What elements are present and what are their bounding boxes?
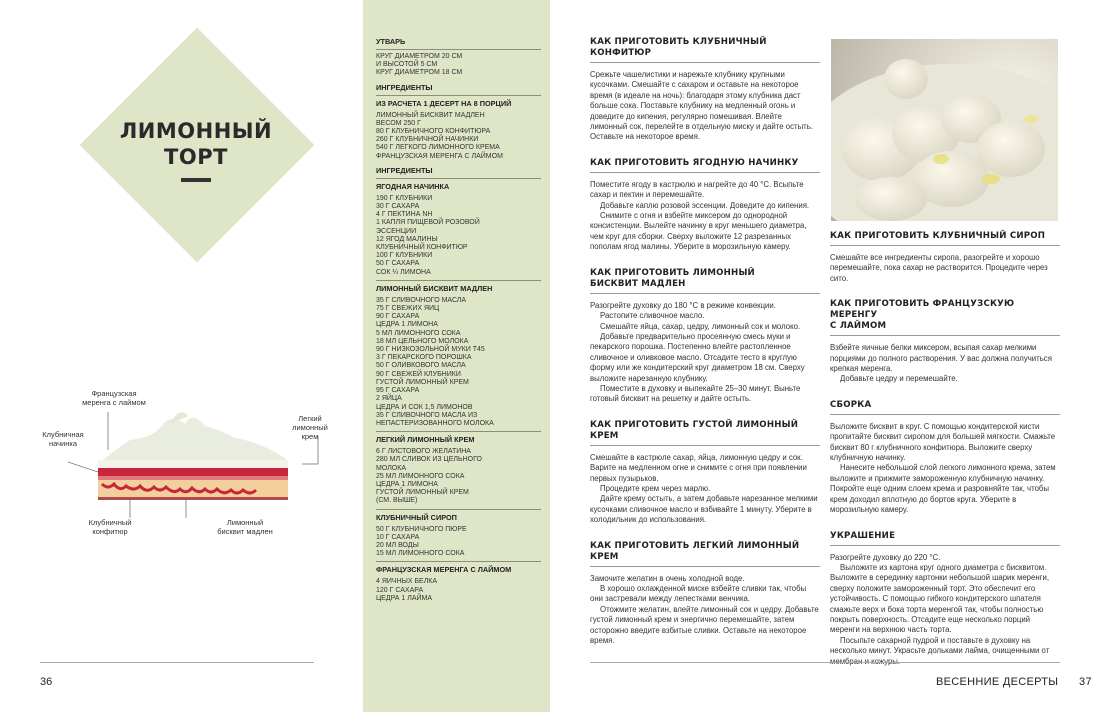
ingredient-line: КРУГ ДИАМЕТРОМ 18 СМ xyxy=(376,69,463,77)
portion-list xyxy=(376,112,541,161)
ingredient-line: 35 Г СЛИВОЧНОГО МАСЛА xyxy=(376,296,467,304)
ingredient-line: 95 Г САХАРА xyxy=(376,387,420,395)
ingredient-line: ВЕСОМ 250 Г xyxy=(376,119,421,127)
filling-layer xyxy=(98,468,288,476)
section-paragraph: Разогрейте духовку до 180 °С в режиме конвекции. xyxy=(590,300,776,310)
instruction-section xyxy=(830,531,1060,667)
berry-heading: ЯГОДНАЯ НАЧИНКА xyxy=(376,181,450,191)
ingredient-line: ЦЕДРА И СОК 1,5 ЛИМОНОВ xyxy=(376,403,473,411)
instruction-section xyxy=(830,400,1060,516)
ingredient-line: КЛУБНИЧНЫЙ КОНФИТЮР xyxy=(376,244,468,252)
section-heading: КАК ПРИГОТОВИТЬ ЯГОДНУЮ НАЧИНКУ xyxy=(590,157,799,168)
rule xyxy=(376,561,541,562)
cake-photo xyxy=(831,39,1058,221)
ingredient-line: 120 Г САХАРА xyxy=(376,586,424,594)
section-heading: КАК ПРИГОТОВИТЬ ЛЕГКИЙ ЛИМОННЫЙ КРЕМ xyxy=(590,540,800,562)
label-confiture: Клубничный конфитюр xyxy=(88,518,132,536)
ingredient-line: 75 Г СВЕЖИХ ЯИЦ xyxy=(376,305,440,313)
ingredient-line: 2 ЯЙЦА xyxy=(376,395,402,403)
ingredient-line: 30 Г САХАРА xyxy=(376,203,420,211)
ingredient-line: КРУГ ДИАМЕТРОМ 20 СМ xyxy=(376,53,463,60)
section-paragraph: Добавьте цедру и перемешайте. xyxy=(840,374,958,384)
instruction-section xyxy=(590,37,820,143)
ingredient-line: ЭССЕНЦИИ xyxy=(376,227,417,235)
ingredient-line: 90 Г СВЕЖЕЙ КЛУБНИКИ xyxy=(376,370,461,378)
berry-list xyxy=(376,195,541,277)
section-paragraph: Поместите в духовку и выпекайте 25–30 минут. Выньте готовый бисквит на решетку и дайте остыть. xyxy=(590,383,801,404)
ingredient-line: 540 Г ЛЕГКОГО ЛИМОННОГО КРЕМА xyxy=(376,144,500,152)
section-heading: КАК ПРИГОТОВИТЬ КЛУБНИЧНЫЙ КОНФИТЮР xyxy=(590,37,767,58)
confiture-layer xyxy=(98,476,288,480)
utensils-list xyxy=(376,53,541,78)
madeleine-list xyxy=(376,297,541,428)
section-rule xyxy=(590,172,820,173)
ingredients-heading-2: ИНГРЕДИЕНТЫ xyxy=(376,165,433,175)
section-heading: УКРАШЕНИЕ xyxy=(830,530,896,541)
meringue-list xyxy=(376,578,541,603)
section-paragraph: Нанесите небольшой слой легкого лимонного крема, затем выложите и прижмите замороженную клубничную начинку. Покройте еще одним слоем крема и разровняйте так, чтобы крем доходил вплотную до бортов круга. Уберите в морозильную камеру. xyxy=(830,463,1056,515)
section-heading: КАК ПРИГОТОВИТЬ ГУСТОЙ ЛИМОННЫЙ КРЕМ xyxy=(590,419,799,441)
section-rule xyxy=(590,445,820,446)
section-paragraph: Смешайте в кастрюле сахар, яйца, лимонную цедру и сок. Варите на медленном огне и снимите с огня при появлении первых пузырьков. xyxy=(590,452,807,483)
section-paragraph: Поместите ягоду в кастрюлю и нагрейте до 40 °С. Всыпьте сахар и пектин и перемешайте. xyxy=(590,179,804,200)
section-paragraph: Выложите из картона круг одного диаметра с бисквитом. Выложите в серединку картонки небольшой шарик меренги, сверху положите замороженный торт. Это обеспечит его устойчивость. С помощью гибкого кондитерского шпателя смажьте верх и бока торта меренгой так, чтобы полностью покрыть поверхность. Отсадите еще несколько порций меренги на верхнюю часть торта. xyxy=(830,562,1050,635)
section-paragraph: Процедите крем через марлю. xyxy=(600,483,711,493)
instruction-section xyxy=(590,158,820,253)
rule xyxy=(376,178,541,179)
ingredient-line: ФРАНЦУЗСКАЯ МЕРЕНГА С ЛАЙМОМ xyxy=(376,152,503,160)
ingredient-line: 50 Г САХАРА xyxy=(376,260,420,268)
meringue-layer xyxy=(98,417,288,466)
instructions-column-1 xyxy=(590,37,820,661)
ingredient-line: 50 Г ОЛИВКОВОГО МАСЛА xyxy=(376,362,466,370)
ingredient-line: 20 МЛ ВОДЫ xyxy=(376,541,419,549)
ingredient-line: ЦЕДРА 1 ЛИМОНА xyxy=(376,480,438,488)
right-footer-rule xyxy=(590,662,1060,663)
syrup-heading: КЛУБНИЧНЫЙ СИРОП xyxy=(376,512,457,522)
ingredient-line: И ВЫСОТОЙ 5 СМ xyxy=(376,61,438,69)
section-paragraph: Смешайте все ингредиенты сиропа, разогрейте и хорошо перемешайте, пока сахар не растворится. Процедите через сито. xyxy=(830,253,1048,283)
rule xyxy=(376,280,541,281)
utensils-heading: УТВАРЬ xyxy=(376,37,406,46)
label-filling: Клубничная начинка xyxy=(42,430,84,448)
section-rule xyxy=(590,62,820,63)
section-paragraph: Снимите с огня и взбейте миксером до однородной консистенции. Вылейте начинку в круг меньшего диаметра, чем круг для сборки. Сверху выложите 12 разрезанных пополам ягод малины. Уберите в морозильную камеру. xyxy=(590,211,807,252)
title-line-2: ТОРТ xyxy=(164,145,228,169)
label-meringue: Французская меренга с лаймом xyxy=(82,389,146,407)
instruction-section xyxy=(590,420,820,526)
recipe-title xyxy=(96,118,296,182)
instruction-section xyxy=(590,541,820,647)
ingredient-line: МОЛОКА xyxy=(376,464,406,472)
section-paragraph: Взбейте яичные белки миксером, всыпая сахар мелкими порциями до полного растворения. У вас должна получиться крепкая меренга. xyxy=(830,343,1052,374)
section-paragraph: Разогрейте духовку до 220 °С. xyxy=(830,552,941,562)
instruction-section xyxy=(830,231,1060,284)
ingredient-line: 10 Г САХАРА xyxy=(376,533,420,541)
portion-heading: ИЗ РАСЧЕТА 1 ДЕСЕРТ НА 8 ПОРЦИЙ xyxy=(376,98,512,108)
label-biscuit: Лимонный бисквит мадлен xyxy=(217,518,273,536)
label-cream: Легкий лимонный крем xyxy=(292,414,328,441)
rule xyxy=(376,49,541,50)
ingredient-line: 90 Г САХАРА xyxy=(376,313,420,321)
ingredients-heading: ИНГРЕДИЕНТЫ xyxy=(376,82,433,92)
ingredient-line: 6 Г ЛИСТОВОГО ЖЕЛАТИНА xyxy=(376,448,471,456)
section-paragraph: Смешайте яйца, сахар, цедру, лимонный сок и молоко. xyxy=(600,321,801,331)
ingredient-line: 50 Г КЛУБНИЧНОГО ПЮРЕ xyxy=(376,525,467,533)
ingredient-line: 280 МЛ СЛИВОК ИЗ ЦЕЛЬНОГО xyxy=(376,456,482,464)
running-footer xyxy=(936,676,1092,688)
ingredient-line: 25 МЛ ЛИМОННОГО СОКА xyxy=(376,472,465,480)
cream-list xyxy=(376,448,541,505)
madeleine-heading: ЛИМОННЫЙ БИСКВИТ МАДЛЕН xyxy=(376,283,493,293)
section-rule xyxy=(830,245,1060,246)
title-line-1: ЛИМОННЫЙ xyxy=(119,119,273,143)
section-rule xyxy=(590,566,820,567)
section-paragraph: Замочите желатин в очень холодной воде. xyxy=(590,573,745,583)
ingredient-line: 4 Г ПЕКТИНА NH xyxy=(376,211,433,219)
section-rule xyxy=(590,293,820,294)
ingredient-line: 100 Г КЛУБНИКИ xyxy=(376,252,433,260)
ingredient-line: 15 МЛ ЛИМОННОГО СОКА xyxy=(376,550,465,558)
ingredient-line: 12 ЯГОД МАЛИНЫ xyxy=(376,235,438,243)
ingredient-line: 5 МЛ ЛИМОННОГО СОКА xyxy=(376,329,461,337)
instruction-section xyxy=(830,299,1060,385)
section-heading: КАК ПРИГОТОВИТЬ ЛИМОННЫЙ БИСКВИТ МАДЛЕН xyxy=(590,267,755,289)
section-paragraph: Растопите сливочное масло. xyxy=(600,311,705,321)
section-heading: КАК ПРИГОТОВИТЬ ФРАНЦУЗСКУЮ МЕРЕНГУ С ЛАЙМОМ xyxy=(830,299,1015,332)
section-paragraph: Посыпьте сахарной пудрой и поставьте в духовку на несколько минут. Украсьте дольками лайма, очищенными от xyxy=(830,635,1050,656)
ingredient-line: 18 МЛ ЦЕЛЬНОГО МОЛОКА xyxy=(376,337,469,345)
left-footer-rule xyxy=(40,662,314,663)
ingredient-line: 4 ЯИЧНЫХ БЕЛКА xyxy=(376,578,438,586)
section-rule xyxy=(830,545,1060,546)
right-page xyxy=(550,0,1100,712)
instructions-column-2 xyxy=(830,231,1060,682)
ingredient-line: 190 Г КЛУБНИКИ xyxy=(376,194,433,202)
ingredient-line: (СМ. ВЫШЕ) xyxy=(376,497,418,505)
section-paragraph: Отожмите желатин, влейте лимонный сок и цедру. Добавьте густой лимонный крем и энергично перемешайте, затем осторожно введите взбитые сливки. Оставьте на некоторое время. xyxy=(590,604,819,646)
section-heading: СБОРКА xyxy=(830,399,872,410)
cream-heading: ЛЕГКИЙ ЛИМОННЫЙ КРЕМ xyxy=(376,435,475,445)
section-rule xyxy=(830,414,1060,415)
page-number-right: 37 xyxy=(1079,676,1092,688)
ingredient-line: ЛИМОННЫЙ БИСКВИТ МАДЛЕН xyxy=(376,111,485,119)
syrup-list xyxy=(376,526,541,559)
section-paragraph: Выложите бисквит в круг. С помощью кондитерской кисти пропитайте бисквит сиропом для большей мягкости. Смажьте бисквит 80 г клубничного конфитюра. Выложите сверху клубничную начинку. xyxy=(830,421,1056,463)
ingredient-line: 1 КАПЛЯ ПИЩЕВОЙ РОЗОВОЙ xyxy=(376,219,480,227)
ingredient-line: ЦЕДРА 1 ЛИМОНА xyxy=(376,321,438,329)
ingredient-line: 3 Г ПЕКАРСКОГО ПОРОШКА xyxy=(376,354,472,362)
rule xyxy=(376,95,541,96)
section-paragraph: В хорошо охлажденной миске взбейте сливки так, чтобы они застревали между лепестками венчика. xyxy=(590,584,807,604)
ingredient-line: ЦЕДРА 1 ЛАЙМА xyxy=(376,594,433,602)
ingredient-line: ГУСТОЙ ЛИМОННЫЙ КРЕМ xyxy=(376,489,469,497)
instruction-section xyxy=(590,268,820,405)
title-underline xyxy=(181,178,211,182)
ingredients-list xyxy=(376,37,541,603)
section-paragraph: Дайте крему остыть, а затем добавьте нарезанное мелкими кусочками сливочное масло и взбивайте 1 минуту. Уберите в холодильник до использования. xyxy=(590,494,818,525)
ingredient-line: 80 Г КЛУБНИЧНОГО КОНФИТЮРА xyxy=(376,128,491,136)
page-number-left: 36 xyxy=(40,676,53,688)
ingredients-column xyxy=(363,0,550,712)
meringue-heading: ФРАНЦУЗСКАЯ МЕРЕНГА С ЛАЙМОМ xyxy=(376,565,512,575)
section-heading: КАК ПРИГОТОВИТЬ КЛУБНИЧНЫЙ СИРОП xyxy=(830,231,1046,241)
rule xyxy=(376,509,541,510)
section-paragraph: Добавьте предварительно просеянную смесь муки и пекарского порошка. Постепенно влейте растопленное сливочное и оливковое масло. Отсадите тесто в круглую форму или же кондитерский круг диаметром 18 см. Сверху выложите нарезанную клубнику. xyxy=(590,331,805,383)
ingredient-line: СОК ¼ ЛИМОНА xyxy=(376,268,431,276)
section-rule xyxy=(830,335,1060,336)
ingredient-line: ГУСТОЙ ЛИМОННЫЙ КРЕМ xyxy=(376,378,469,386)
rule xyxy=(376,431,541,432)
ingredient-line: 90 Г НИЗКОЗОЛЬНОЙ МУКИ Т45 xyxy=(376,346,485,354)
section-paragraph: Добавьте каплю розовой эссенции. Доведите до кипения. xyxy=(600,200,810,210)
section-paragraph: Срежьте чашелистики и нарежьте клубнику крупными кусочками. Смешайте с сахаром и оставьте на некоторое время (в идеале на ночь): благодаря этому клубника даст больше сока. Поставьте клубнику на медленный огонь и доведите до кипения, регулярно помешивая. Влейте лимонный сок, перелейте в отдельную миску и дайте остыть. Оставьте на некоторое время. xyxy=(590,70,813,142)
ingredient-line: 260 Г КЛУБНИЧНОЙ НАЧИНКИ xyxy=(376,136,479,144)
footer-title: ВЕСЕННИЕ ДЕСЕРТЫ xyxy=(936,676,1059,688)
ingredient-line: 35 Г СЛИВОЧНОГО МАСЛА ИЗ xyxy=(376,411,478,419)
ingredient-line: НЕПАСТЕРИЗОВАННОГО МОЛОКА xyxy=(376,419,494,427)
